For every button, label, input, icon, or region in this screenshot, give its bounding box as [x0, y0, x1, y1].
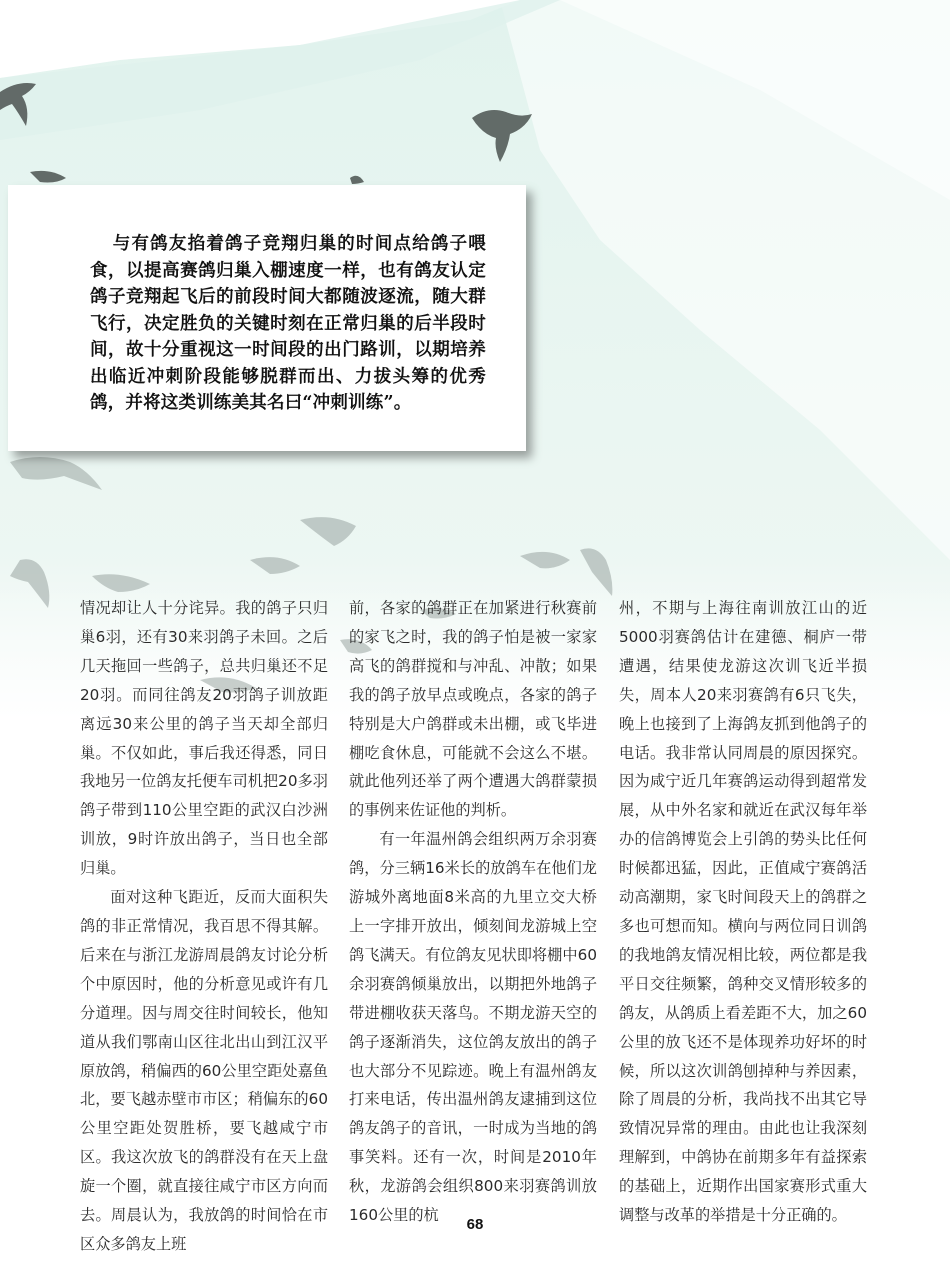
paragraph: 前，各家的鸽群正在加紧进行秋赛前的家飞之时，我的鸽子怕是被一家家高飞的鸽群搅和与冲乱、冲散；如果我的鸽子放早点或晚点，各家的鸽子特别是大户鸽群或未出棚，或飞毕进棚吃食休息，可能就不会这么不堪。就此他列还举了两个遭遇大鸽群蒙损的事例来佐证他的判析。 [349, 599, 597, 820]
paragraph: 州，不期与上海往南训放江山的近5000羽赛鸽估计在建德、桐庐一带遭遇，结果使龙游这次训飞近半损失，周本人20来羽赛鸽有6只飞失，晚上也接到了上海鸽友抓到他鸽子的电话。我非常认同周晨的原因探究。因为咸宁近几年赛鸽运动得到超常发展，从中外名家和就近在武汉每年举办的信鸽博览会上引鸽的势头比任何时候都迅猛，因此，正值咸宁赛鸽活动高潮期，家飞时间段天上的鸽群之多也可想而知。横向与两位同日训鸽的我地鸽友情况相比较，两位都是我平日交往频繁，鸽种交叉情形较多的鸽友，从鸽质上看差距不大，加之60公里的放飞还不是体现养功好坏的时候，所以这次训鸽刨掉种与养因素，除了周晨的分析，我尚找不出其它导致情况异常的理由。由此也让我深刻理解到，中鸽协在前期多年有益探索的基础上，近期作出国家赛形式重大调整与改革的举措是十分正确的。 [619, 599, 867, 1225]
paragraph: 有一年温州鸽会组织两万余羽赛鸽，分三辆16米长的放鸽车在他们龙游城外离地面8米高的九里立交大桥上一字排开放出，倾刻间龙游城上空鸽飞满天。有位鸽友见状即将棚中60余羽赛鸽倾巢放出，以期把外地鸽子带进棚收获天落鸟。不期龙游天空的鸽子逐渐消失，这位鸽友放出的鸽子也大部分不见踪迹。晚上有温州鸽友打来电话，传出温州鸽友逮捕到这位鸽友鸽子的音讯，一时成为当地的鸽事笑料。还有一次，时间是2010年秋，龙游鸽会组织800来羽赛鸽训放160公里的杭 [349, 830, 597, 1225]
paragraph: 面对这种飞距近，反而大面积失鸽的非正常情况，我百思不得其解。后来在与浙江龙游周晨鸽友讨论分析个中原因时，他的分析意见或许有几分道理。因与周交往时间较长，他知道从我们鄂南山区往北出山到江汉平原放鸽，稍偏西的60公里空距处嘉鱼北，要飞越赤壁市市区；稍偏东的60公里空距处贺胜桥，要飞越咸宁市区。我这次放飞的鸽群没有在天上盘旋一个圈，就直接往咸宁市区方向而去。周晨认为，我放鸽的时间恰在市区众多鸽友上班 [80, 888, 328, 1253]
article-column-3 [619, 594, 867, 1230]
article-column-1 [80, 594, 328, 1259]
pull-quote-box [8, 185, 526, 451]
article-column-2 [349, 594, 597, 1230]
page-number: 68 [466, 1216, 484, 1233]
pull-quote-text: 与有鸽友掐着鸽子竞翔归巢的时间点给鸽子喂食，以提高赛鸽归巢入棚速度一样，也有鸽友认定鸽子竞翔起飞后的前段时间大都随波逐流，随大群飞行，决定胜负的关键时刻在正常归巢的后半段时间，故十分重视这一时间段的出门路训，以期培养出临近冲刺阶段能够脱群而出、力拔头筹的优秀鸽，并将这类训练美其名曰“冲刺训练”。 [90, 234, 486, 413]
paragraph: 情况却让人十分诧异。我的鸽子只归巢6羽，还有30来羽鸽子未回。之后几天拖回一些鸽子，总共归巢还不足20羽。而同往鸽友20羽鸽子训放距离远30来公里的鸽子当天却全部归巢。不仅如此，事后我还得悉，同日我地另一位鸽友托便车司机把20多羽鸽子带到110公里空距的武汉白沙洲训放，9时许放出鸽子，当日也全部归巢。 [80, 599, 328, 878]
